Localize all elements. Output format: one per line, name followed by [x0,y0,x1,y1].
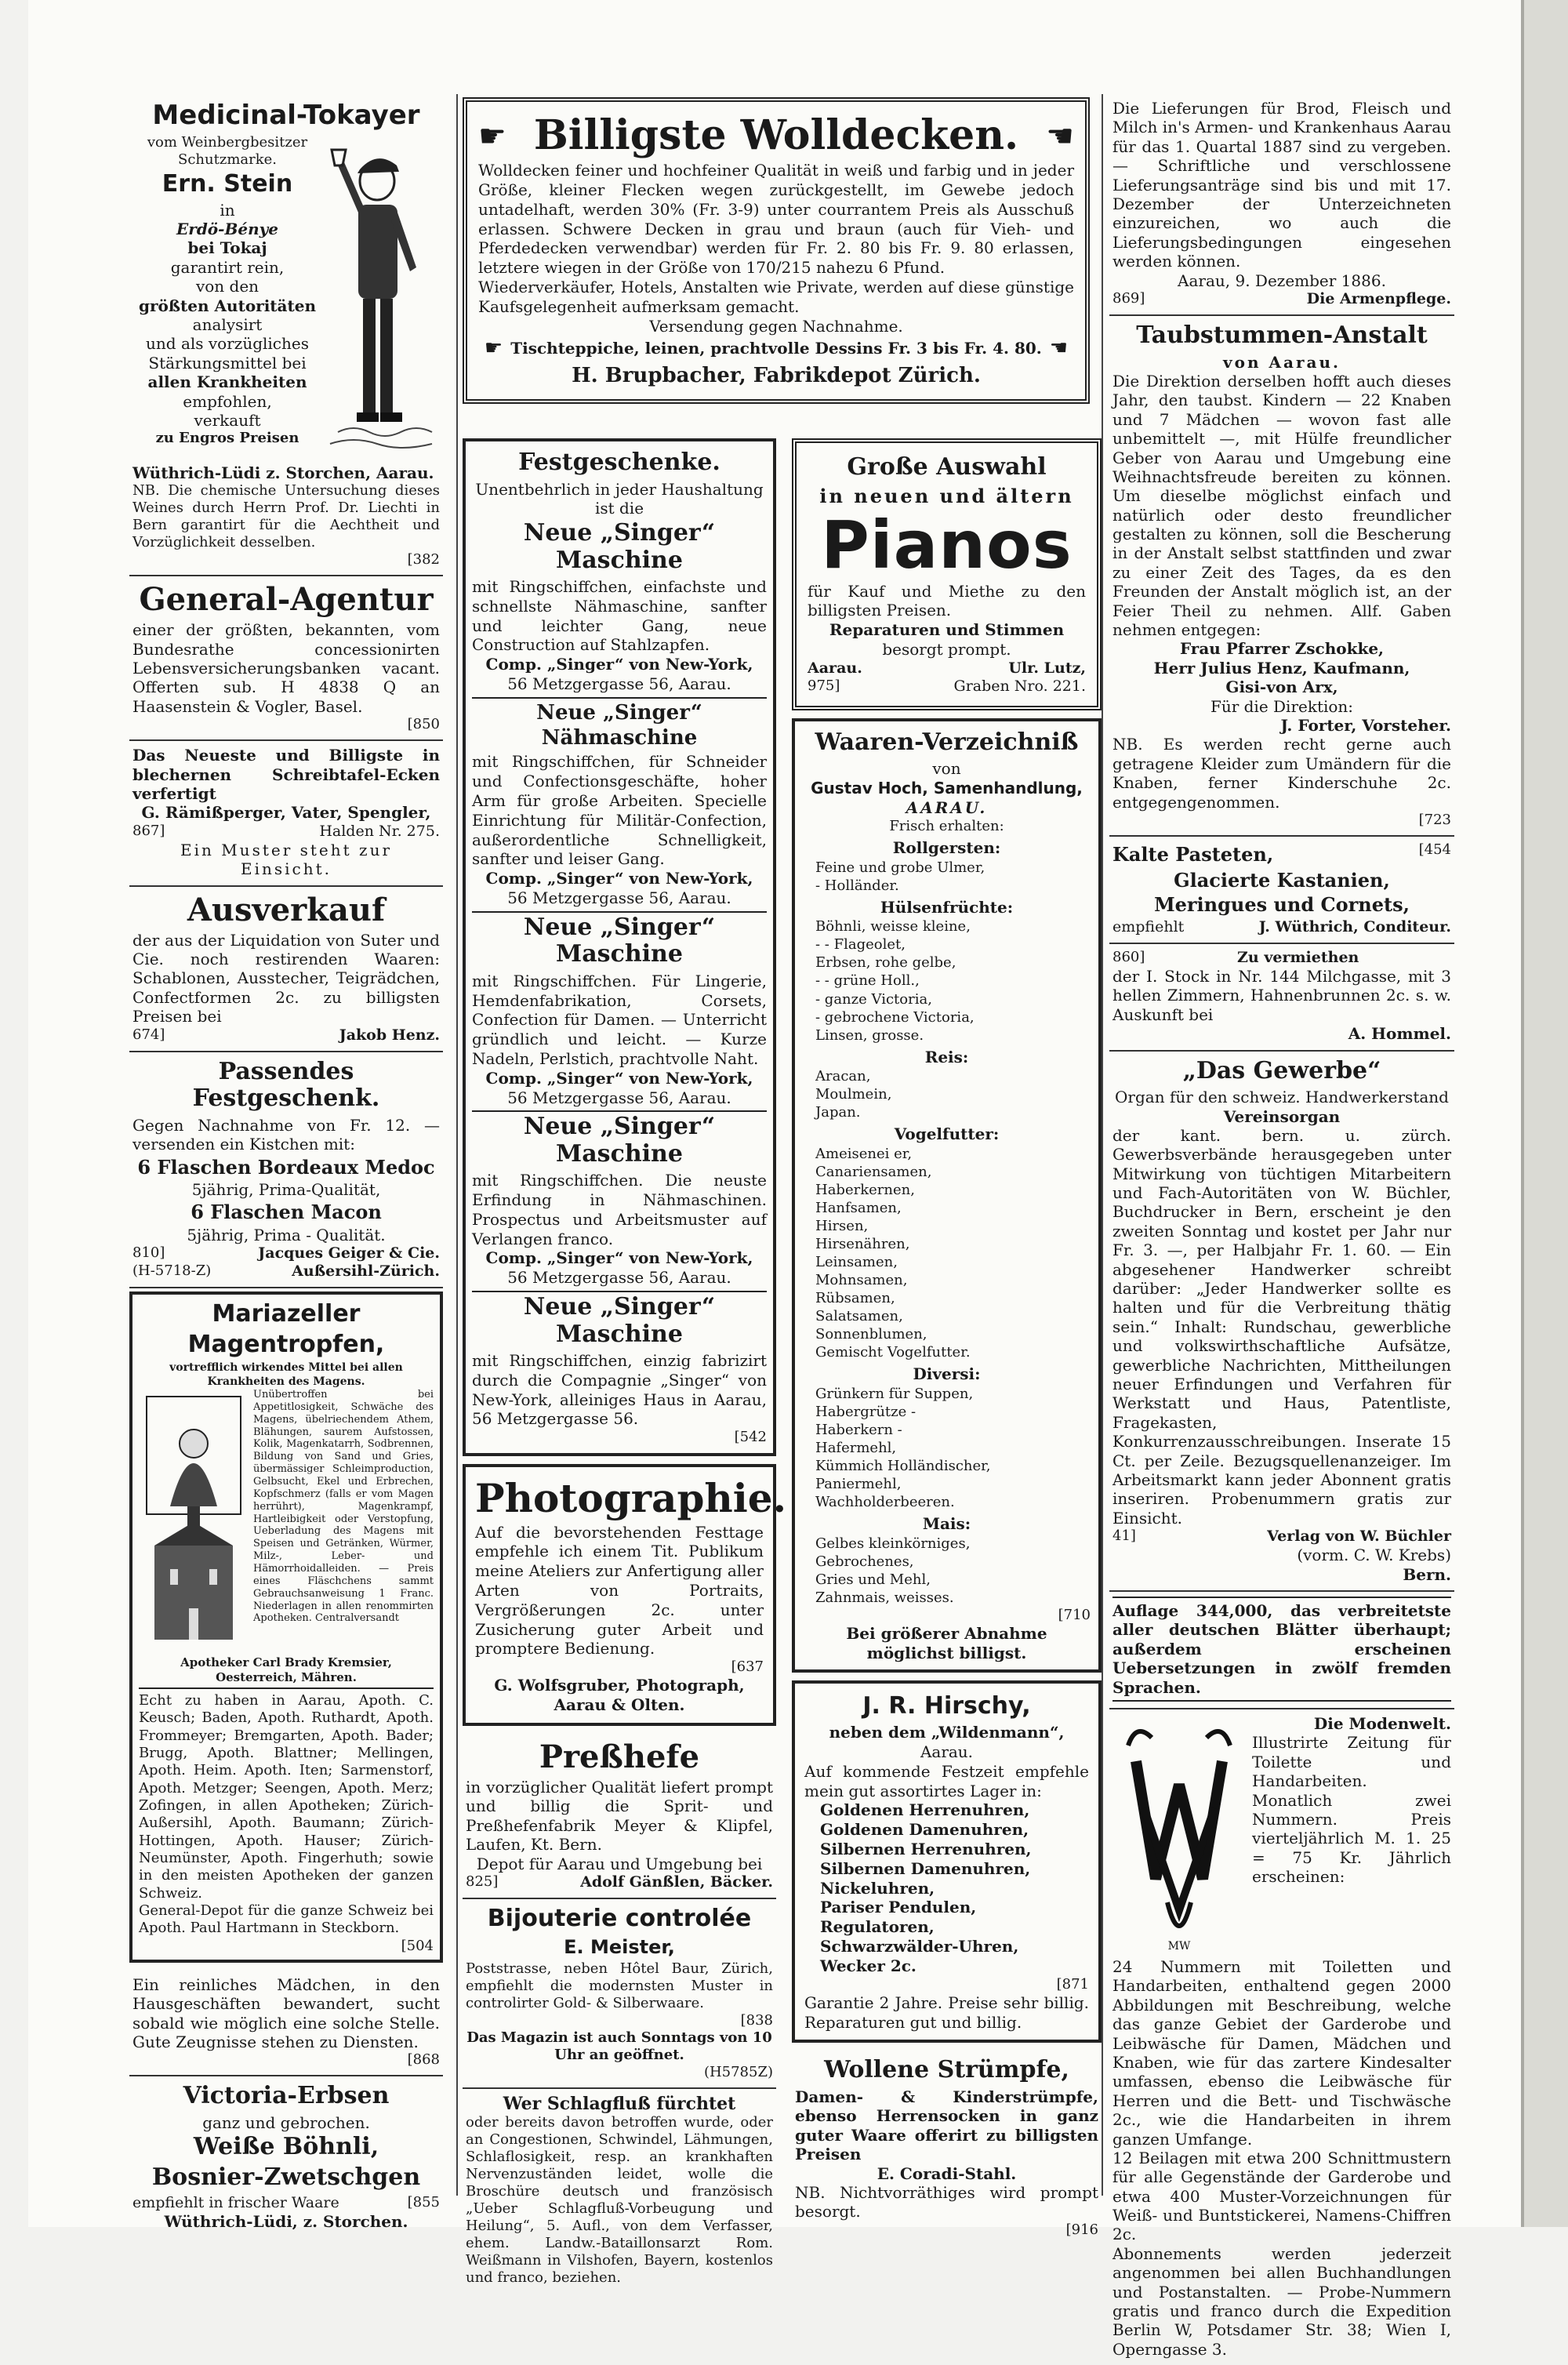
hirschy-city: Aarau. [804,1742,1089,1762]
hoch-list-item: Hanfsamen, [803,1199,1091,1217]
ad-ref: 867] [132,823,165,841]
struempfe-text: Damen- & Kinderstrümpfe, ebenso Herrensocken in ganz guter Waare offerirt zu billigsten Preisen [795,2087,1098,2164]
ad-ref: 41] [1112,1528,1136,1546]
ad-struempfe [792,2051,1102,2244]
ad-vermiethen [1109,944,1454,1052]
pianos-line2: in neuen und ältern [808,485,1086,508]
gewerbe-title: „Das Gewerbe“ [1112,1058,1451,1085]
ad-pasteten [1109,837,1454,944]
hoch-list-item: Japan. [803,1103,1091,1121]
hirschy-item-list [804,1800,1089,1975]
singer-company: Comp. „Singer“ von New-York, [472,1069,767,1088]
taubstummen-name: Herr Julius Henz, Kaufmann, [1112,659,1451,678]
vermiethen-text: der I. Stock in Nr. 144 Milchgasse, mit 3 hellen Zimmern, Hahnenbrunnen 2c. s. w. Auskunft bei [1112,967,1451,1024]
hirschy-footer: Garantie 2 Jahre. Preise sehr billig. Reparaturen gut und billig. [804,1993,1089,2033]
ad-mariazeller [129,1291,443,1963]
ad-bijouterie [463,1899,776,2088]
mariazeller-title2: Magentropfen, [139,1331,434,1359]
pointing-hand-right-icon: ☛ [485,336,503,361]
agentur-title: General-Agentur [132,583,440,617]
singer-block-text: mit Ringschiffchen, einfachste und schnellste Nähmaschine, sanfter und leichter Gang, neue Construction auf Stahlzapfen. [472,577,767,655]
erbsen-line2: empfiehlt in frischer Waare [132,2194,339,2212]
hoch-list-item: Haberkern - [803,1421,1091,1439]
tokayer-line: bei Tokaj [132,238,322,257]
ad-erbsen [129,2076,443,2237]
binding-edge [1521,0,1568,2227]
struempfe-nb: NB. Nichtvorräthiges wird prompt besorgt. [795,2183,1098,2222]
singer-block-name: Neue „Singer“ Maschine [472,1294,767,1348]
hoch-list-item: Leinsamen, [803,1253,1091,1271]
tokayer-line: Stärkungsmittel bei [132,354,322,372]
festgeschenk-item1b: 5jährig, Prima-Qualität, [132,1180,440,1199]
pianos-seller: Ulr. Lutz, [1008,659,1086,678]
ad-ref: [542 [472,1429,767,1446]
presshefe-title: Preßhefe [466,1740,773,1775]
wolldecken-title: Billigste Wolldecken. [534,113,1018,158]
pianos-line4: besorgt prompt. [808,640,1086,659]
ad-ref: [838 [466,2012,773,2029]
wine-man-illustration [322,134,440,463]
hoch-list-item: Rübsamen, [803,1289,1091,1307]
bijouterie-text: Poststrasse, neben Hôtel Baur, Zürich, empfiehlt die modernsten Muster in controlirter Gold- & Silberwaare. [466,1960,773,2012]
bijouterie-title: Bijouterie controlée [466,1905,773,1933]
hoch-list-item: Hirsenähren, [803,1235,1091,1253]
ad-maedchen [129,1971,443,2077]
modenwelt-text1: Illustrirte Zeitung für Toilette und Handarbeiten. Monatlich zwei Nummern. Preis vierteljährlich M. 1. 25 = 75 Kr. Jährlich erscheinen: [1252,1733,1451,1886]
pianos-text: für Kauf und Miethe zu den billigsten Preisen. [808,582,1086,621]
photo-text: Auf die bevorstehenden Festtage empfehle ich einem Tit. Publikum meine Ateliers zur Anfertigung aller Arten von Portraits, Vergrößerungen 2c. unter Zusicherung guter Arbeit und promptere Bedienung. [475,1523,764,1659]
singer-addr: 56 Metzgergasse 56, Aarau. [472,888,767,908]
gewerbe-text: der kant. bern. u. zürch. Gewerbsverbände herausgegeben unter Mitwirkung von tüchtigen Mitarbeitern und Fach-Autoritäten von W. Büchler, Buchdrucker in Bern, erscheint je den zweiten Sonntag und kostet per Jahr nur Fr. 3. —, per Halbjahr Fr. 1. 60. — Ein abgesehener Handwerker schreibt darüber: „Jeder Handwerker sollte es halten und für die Verbreitung thätig sein.“ Inhalt: Rundschau, gewerbliche und volkswirthschaftliche Aufsätze, gewerbliche Nachrichten, Mittheilungen neuer Erfindungen und Verfahren für Werkstatt und Haus, Patentliste, Fragekasten, Konkurrenzausschreibungen. Inserate 15 Ct. per Zeile. Bezugsquellenanzeiger. Im Arbeitsmarkt kann jeder Abonnent gratis inseriren. Probenummern gratis zur Einsicht. [1112,1126,1451,1528]
column-2-top [463,94,1090,431]
festgeschenk-seller1: Jacques Geiger & Cie. [258,1244,440,1262]
hoch-name: Gustav Hoch, Samenhandlung, [803,779,1091,798]
festgeschenk-line1: Gegen Nachnahme von Fr. 12. — versenden ein Kistchen mit: [132,1116,440,1154]
ad-ref: (H5785Z) [466,2064,773,2081]
hirschy-list-item: Goldenen Damenuhren, [820,1820,1089,1840]
ad-ref: 860] [1112,949,1145,967]
erbsen-title2: Weiße Böhnli, [132,2134,440,2161]
agentur-text: einer der größten, bekannten, vom Bundesrathe concessionirten Lebensversicherungsbanken vacant. Offerten sub. H 4838 Q an Haasenstein & Vogler, Basel. [132,620,440,716]
ad-ausverkauf [129,887,443,1052]
ad-ref: [382 [132,551,440,569]
hoch-list-item: Mohnsamen, [803,1271,1091,1289]
hoch-list-item: Salatsamen, [803,1307,1091,1325]
mariazeller-depot: General-Depot für die ganze Schweiz bei Apoth. Paul Hartmann in Steckborn. [139,1902,434,1938]
singer-block [472,700,767,913]
vermiethen-title: Zu vermiethen [1237,949,1359,967]
hoch-category-heading: Rollgersten: [803,838,1091,859]
pianos-city: Aarau. [808,659,862,678]
singer-block-text: mit Ringschiffchen, einzig fabrizirt durch die Compagnie „Singer“ von New-York, alleiniges Haus in Aarau, 56 Metzgergasse 56. [472,1351,767,1429]
erbsen-line1: ganz und gebrochen. [132,2113,440,2132]
ad-schlagfluss [463,2089,776,2293]
bijouterie-line2: Das Magazin ist auch Sonntags von 10 Uhr an geöffnet. [466,2029,773,2064]
tokayer-line: Erdö-Bénye [132,220,322,238]
wolldecken-maker: H. Brupbacher, Fabrikdepot Zürich. [478,363,1074,388]
schreibtafel-maker: G. Rämißperger, Vater, Spengler, [132,803,440,822]
pasteten-line4: empfiehlt [1112,918,1184,936]
hoch-list-item: Gries und Mehl, [803,1571,1091,1589]
modenwelt-title: Die Modenwelt. [1252,1714,1451,1733]
ad-auflage [1109,1592,1454,1709]
hoch-list-item: Linsen, grosse. [803,1026,1091,1044]
singer-title: Festgeschenke. [472,449,767,477]
photo-maker: G. Wolfsgruber, Photograph, [475,1676,764,1695]
pianos-title: Pianos [808,509,1086,581]
singer-block [472,1294,767,1447]
tokayer-seller: Wüthrich-Lüdi z. Storchen, Aarau. [132,463,440,482]
ad-hoch [792,718,1102,1673]
hoch-list-item: Feine und grobe Ulmer, [803,859,1091,877]
singer-block-name: Neue „Singer“ Maschine [472,914,767,968]
tokayer-line: und als vorzügliches [132,334,322,353]
ad-pianos [792,438,1102,710]
ad-schreibtafel [129,741,443,887]
ad-ref: 674] [132,1026,165,1044]
singer-addr: 56 Metzgergasse 56, Aarau. [472,674,767,694]
singer-block [472,520,767,699]
mariazeller-text: Unübertroffen bei Appetitlosigkeit, Schwäche des Magens, übelriechendem Athem, Blähungen, saurem Aufstossen, Kolik, Magenkatarrh, Sodbrennen, Bildung von Sand und Gries, übermässiger Schleimproduction, Gelbsucht, Ekel und Erbrechen, Kopfschmerz (falls er vom Magen herrührt), Magenkrampf, Hartleibigkeit oder Verstopfung, Ueberladung des Magens mit Speisen und Getränken, Würmer, Milz-, Leber- und Hämorrhoidalleiden. — Preis eines Fläschchens sammt Gebrauchsanweisung 1 Franc. Niederlagen in allen renommirten Apotheken. Centralversandt [253,1389,434,1655]
singer-addr: 56 Metzgergasse 56, Aarau. [472,1088,767,1108]
hoch-city: AARAU. [803,798,1091,818]
ad-ref: [916 [795,2222,1098,2239]
festgeschenk-title: Passendes Festgeschenk. [132,1059,440,1113]
presshefe-seller: Adolf Gänßlen, Bäcker. [580,1873,773,1891]
modenwelt-logo [1112,1714,1246,1957]
presshefe-text: in vorzüglicher Qualität liefert prompt und billig die Sprit- und Preßhefenfabrik Meyer & Klipfel, Laufen, Kt. Bern. [466,1778,773,1855]
ad-agentur [129,576,443,741]
singer-block-name: Neue „Singer“ Maschine [472,1113,767,1168]
tokayer-line: von den [132,277,322,296]
taubstummen-name: J. Forter, Vorsteher. [1112,716,1451,735]
ad-ref: [504 [139,1938,434,1955]
hoch-list-item: Habergrütze - [803,1403,1091,1421]
ad-ref: [710 [803,1607,1091,1624]
struempfe-title: Wollene Strümpfe, [795,2057,1098,2084]
singer-block-text: mit Ringschiffchen, für Schneider und Confectionsgeschäfte, hoher Arm für große Arbeiten. Specielle Einrichtung für Militär-Confection, außerordentliche Schnelligkeit, sanfter und leiser Gang. [472,752,767,869]
singer-addr: 56 Metzgergasse 56, Aarau. [472,1268,767,1288]
tokayer-line: in [132,201,322,220]
schreibtafel-note: Ein Muster steht zur Einsicht. [132,841,440,879]
column-4 [1109,94,1454,2196]
erbsen-seller: Wüthrich-Lüdi, z. Storchen. [132,2212,440,2231]
hoch-list-item: Hirsen, [803,1217,1091,1235]
ad-ref: [855 [408,2194,440,2212]
auflage-line: Auflage 344,000, das verbreitetste aller deutschen Blätter überhaupt; außerdem erscheinen Uebersetzungen in zwölf fremden Sprachen. [1112,1597,1451,1702]
schreibtafel-addr: Halden Nr. 275. [319,823,440,841]
gewerbe-publisher: Verlag von W. Büchler [1267,1528,1451,1546]
tokayer-line: verkauft [132,411,322,430]
hoch-list-item: Aracan, [803,1067,1091,1085]
erbsen-title: Victoria-Erbsen [132,2083,440,2110]
singer-company: Comp. „Singer“ von New-York, [472,1248,767,1268]
pointing-hand-right-icon: ☛ [478,121,506,152]
taubstummen-name: Für die Direktion: [1112,697,1451,716]
festgeschenk-item2: 6 Flaschen Macon [132,1201,440,1223]
hoch-list-item: Grünkern für Suppen, [803,1385,1091,1403]
singer-block [472,1113,767,1292]
singer-block-name: Neue „Singer“ Nähmaschine [472,700,767,750]
column-2a [463,435,776,2196]
ad-ref: [637 [475,1658,764,1676]
vermiethen-seller: A. Hommel. [1112,1024,1451,1043]
hirschy-list-item: Wecker 2c. [820,1956,1089,1976]
ad-festgeschenk [129,1052,443,1288]
pianos-addr: Graben Nro. 221. [954,678,1086,696]
modenwelt-text2: 24 Nummern mit Toiletten und Handarbeiten, enthaltend gegen 2000 Abbildungen mit Beschreibung, welche das ganze Gebiet der Garderobe und Leibwäsche für Damen, Mädchen und Knaben, wie für das zartere Kindesalter umfassen, ebenso die Leibwäsche für Herren und die Bett- und Tischwäsche 2c., wie die Handarbeiten in ihrem ganzen Umfange. [1112,1957,1451,2149]
hoch-list-item: - ganze Victoria, [803,990,1091,1008]
taubstummen-title: Taubstummen-Anstalt [1112,322,1451,350]
wolldecken-line3: Versendung gegen Nachnahme. [478,317,1074,336]
maedchen-text: Ein reinliches Mädchen, in den Hausgeschäften bewandert, sucht sobald wie möglich eine solche Stelle. Gute Zeugnisse stehen zu Diensten. [132,1975,440,2052]
pasteten-line2: Glacierte Kastanien, [1112,869,1451,892]
lieferungen-date: Aarau, 9. Dezember 1886. [1112,271,1451,290]
singer-intro: Unentbehrlich in jeder Haushaltung ist die [472,480,767,519]
hirschy-sub: neben dem „Wildenmann“, [804,1723,1089,1742]
gewerbe-pub2: (vorm. C. W. Krebs) [1112,1546,1451,1564]
hirschy-list-item: Pariser Pendulen, [820,1898,1089,1917]
pointing-hand-left-icon: ☚ [1050,336,1068,361]
lieferungen-text: Die Lieferungen für Brod, Fleisch und Milch in's Armen- und Krankenhaus Aarau für das 1. Quartal 1887 sind zu vergeben. — Schriftliche und verschlossene Lieferungsanträge sind bis und mit 17. Dezember der Unterzeichneten einzureichen, wo auch die Lieferungsbedingungen eingesehen werden können. [1112,99,1451,271]
tokayer-line: empfohlen, [132,392,322,411]
hirschy-list-item: Schwarzwälder-Uhren, [820,1937,1089,1956]
hoch-category-heading: Reis: [803,1048,1091,1068]
hoch-title: Waaren-Verzeichniß [803,729,1091,757]
column-rule [456,94,458,2196]
ad-ref: 975] [808,678,840,696]
ad-tokayer [129,94,443,576]
gewerbe-sub2: Vereinsorgan [1112,1107,1451,1126]
hirschy-list-item: Nickeluhren, [820,1879,1089,1898]
hoch-list-item: Haberkernen, [803,1181,1091,1199]
taubstummen-name: Gisi-von Arx, [1112,678,1451,696]
modenwelt-text3: 12 Beilagen mit etwa 200 Schnittmustern für alle Gegenstände der Garderobe und etwa 400 Muster-Vorzeichnungen für Weiß- und Buntstickerei, Namens-Chiffren 2c. [1112,2149,1451,2244]
tokayer-line: analysirt [132,315,322,334]
hoch-list-item: Hafermehl, [803,1439,1091,1457]
pianos-line3: Reparaturen und Stimmen [808,620,1086,640]
pasteten-line3: Meringues und Cornets, [1112,893,1451,916]
hoch-list-item: Ameisenei er, [803,1145,1091,1163]
column-rule [1102,94,1103,2196]
tokayer-name: Ern. Stein [132,170,322,199]
pasteten-line1: Kalte Pasteten, [1112,843,1273,866]
ad-ref: [868 [132,2051,440,2069]
ad-ref: [454 [1419,841,1451,867]
singer-block-text: mit Ringschiffchen. Für Lingerie, Hemdenfabrikation, Corsets, Confection für Damen. — Unterricht gründlich und leicht. — Kurze Nadeln, Perlstich, prachtvolle Naht. [472,972,767,1069]
ad-lieferungen [1109,94,1454,316]
modenwelt-text4: Abonnements werden jederzeit angenommen bei allen Buchhandlungen und Postanstalten. — Probe-Nummern gratis und franco durch die Expedition Berlin W, Potsdamer Str. 38; Wien I, Operngasse 3. [1112,2244,1451,2359]
hoch-list-item: Gebrochenes, [803,1553,1091,1571]
pasteten-seller: J. Wüthrich, Conditeur. [1259,918,1451,936]
tokayer-title: Medicinal-Tokayer [132,100,440,131]
hoch-list-item: Gelbes kleinkörniges, [803,1535,1091,1553]
hoch-category-heading: Diversi: [803,1364,1091,1385]
taubstummen-name: Frau Pfarrer Zschokke, [1112,639,1451,658]
hoch-list-item: Wachholderbeeren. [803,1493,1091,1511]
lieferungen-sign: Die Armenpflege. [1307,290,1451,308]
hoch-von: von [803,759,1091,779]
hoch-list-item: - Holländer. [803,877,1091,895]
hoch-list-item: Zahnmais, weisses. [803,1589,1091,1607]
wolldecken-line4: Tischteppiche, leinen, prachtvolle Dessins Fr. 3 bis Fr. 4. 80. [510,339,1042,358]
ad-ref: [850 [132,716,440,733]
festgeschenk-item1: 6 Flaschen Bordeaux Medoc [132,1156,440,1179]
hoch-category-heading: Mais: [803,1514,1091,1535]
hoch-list-item: Erbsen, rohe gelbe, [803,954,1091,972]
ad-hirschy [792,1680,1102,2043]
tokayer-line: zu Engros Preisen [132,430,322,447]
schlagfluss-text: oder bereits davon betroffen wurde, oder an Congestionen, Schwindel, Lähmungen, Schlaflosigkeit, resp. an krankhaften Nervenzuständen leidet, wolle die Broschüre deutsch und französisch „Ueber Schlagfluß-Vorbeugung und Heilung“, 5. Aufl., von dem Verfasser, ehem. Landw.-Bataillonsarzt Rom. Weißmann in Vilshofen, Bayern, kostenlos und franco, beziehen. [466,2114,773,2287]
schlagfluss-title: Wer Schlagfluß fürchtet [466,2094,773,2115]
tokayer-line: garantirt rein, [132,258,322,277]
tokayer-note: NB. Die chemische Untersuchung dieses Weines durch Herrn Prof. Dr. Liechti in Bern garantirt für die Aechtheit und Vorzüglichkeit desselben. [132,482,440,551]
festgeschenk-seller2: Außersihl-Zürich. [292,1262,440,1281]
hoch-list-item: Canariensamen, [803,1163,1091,1181]
singer-block [472,914,767,1113]
photo-title: Photographie. [475,1477,764,1520]
festgeschenk-item2b: 5jährig, Prima - Qualität. [132,1226,440,1244]
hoch-list-item: - - Flageolet, [803,935,1091,954]
singer-company: Comp. „Singer“ von New-York, [472,869,767,888]
mariazeller-maker: Apotheker Carl Brady Kremsier, Oesterreich, Mähren. [139,1655,434,1684]
ad-gewerbe [1109,1052,1454,1592]
ausverkauf-text: der aus der Liquidation von Suter und Cie. noch restirenden Waaren: Schablonen, Ausstecher, Teigrädchen, Confectformen 2c. zu billigsten Preisen bei [132,931,440,1026]
pointing-hand-left-icon: ☚ [1046,121,1074,152]
gewerbe-sub: Organ für den schweiz. Handwerkerstand [1112,1088,1451,1106]
singer-company: Comp. „Singer“ von New-York, [472,655,767,674]
hirschy-title: J. R. Hirschy, [804,1693,1089,1720]
ad-ref: [871 [804,1976,1089,1993]
column-1 [129,94,443,2196]
ad-ref: 869] [1112,290,1145,308]
tokayer-line: größten Autoritäten [132,296,322,315]
taubstummen-nb: NB. Es werden recht gerne auch getragene Kleider zum Umändern für die Knaben, ferner Kinderschuhe 2c. entgegengenommen. [1112,735,1451,812]
ad-modenwelt [1109,1709,1454,2365]
singer-block-name: Neue „Singer“ Maschine [472,520,767,574]
mariazeller-sub: vortrefflich wirkendes Mittel bei allen Krankheiten des Magens. [139,1361,434,1389]
modenwelt-logo-text: MW [1168,1940,1191,1953]
hoch-category-heading: Hülsenfrüchte: [803,898,1091,918]
hoch-list-item: Gemischt Vogelfutter. [803,1343,1091,1361]
taubstummen-sub: von Aarau. [1112,353,1451,372]
hoch-list-item: - gebrochene Victoria, [803,1008,1091,1026]
hirschy-list-item: Silbernen Herrenuhren, [820,1840,1089,1859]
hoch-sub: Frisch erhalten: [803,818,1091,835]
church-illustration [139,1389,249,1655]
erbsen-title3: Bosnier-Zwetschgen [132,2164,440,2192]
ad-ref: 810] [132,1244,165,1262]
wolldecken-text: Wolldecken feiner und hochfeiner Qualität in weiß und farbig und in jeder Größe, kleiner Flecken wegen zurückgestellt, im Gewebe jedoch untadelhaft, werden 30% (Fr. 3-9) unter courrantem Preis als Ausschuß erlassen. Schwere Decken in grau und braun (auch für Vieh- und Pferdedecken verwendbar) werden für Fr. 2. 80 bis Fr. 9. 80 erlassen, letztere wiegen in der Größe von 170/215 nahezu 6 Pfund. [478,161,1074,278]
hirschy-list-item: Goldenen Herrenuhren, [820,1800,1089,1820]
ad-presshefe [463,1734,776,1899]
hoch-list-item: Moulmein, [803,1085,1091,1103]
ad-ref: (H-5718-Z) [132,1262,211,1281]
gewerbe-city: Bern. [1112,1565,1451,1584]
tokayer-line: allen Krankheiten [132,372,322,391]
hirschy-list-item: Silbernen Damenuhren, [820,1859,1089,1879]
ad-taubstummen [1109,316,1454,837]
ausverkauf-seller: Jakob Henz. [339,1026,440,1044]
hoch-list-item: Böhnli, weisse kleine, [803,917,1091,935]
hoch-list-item: Sonnenblumen, [803,1325,1091,1343]
wolldecken-line2: Wiederverkäufer, Hotels, Anstalten wie Private, werden auf diese günstige Kaufsgelegenheit aufmerksam gemacht. [478,278,1074,317]
hirschy-list-item: Regulatoren, [820,1917,1089,1937]
taubstummen-text: Die Direktion derselben hofft auch dieses Jahr, den taubst. Kindern — 22 Knaben und 7 Mädchen — wovon fast alle unbemittelt —, mit Hülfe freundlicher Geber von Aarau und Umgebung eine Weihnachtsfreude bereiten zu können. Um dieselbe möglichst einfach und natürlich oder desto freundlicher gestalten zu können, soll die Bescherung in der Anstalt selbst stattfinden und zwar zu einer Zeit des Tages, da es den Freunden der Anstalt möglich ist, an der Feier Theil zu nehmen. Allf. Gaben nehmen entgegen: [1112,372,1451,639]
struempfe-seller: E. Coradi-Stahl. [795,2164,1098,2183]
tokayer-line1: vom Weinbergbesitzer Schutzmarke. [132,134,322,169]
hoch-category-heading: Vogelfutter: [803,1124,1091,1145]
presshefe-line2: Depot für Aarau und Umgebung bei [466,1855,773,1873]
schreibtafel-text: Das Neueste und Billigste in blechernen Schreibtafel-Ecken verfertigt [132,746,440,803]
column-2b [792,435,1102,2196]
ad-photo [463,1464,776,1726]
ad-ref: 825] [466,1873,498,1891]
hoch-item-list [803,838,1091,1607]
hoch-footer: Bei größerer Abnahme möglichst billigst. [803,1624,1091,1663]
ad-wolldecken [463,97,1090,404]
bijouterie-name: E. Meister, [466,1936,773,1959]
ad-ref: [723 [1112,812,1451,829]
mariazeller-title1: Mariazeller [139,1301,434,1328]
hirschy-text: Auf kommende Festzeit empfehle mein gut assortirtes Lager in: [804,1762,1089,1801]
mariazeller-stockists: Echt zu haben in Aarau, Apoth. C. Keusch; Baden, Apoth. Ruthardt, Apoth. Frommeyer; Bremgarten, Apoth. Bader; Brugg, Apoth. Blattner; Mellingen, Apoth. Heim. Apoth. Iten; Sarmenstorf, Apoth. Metzger; Seengen, Apoth. Merz; Zofingen, in allen Apotheken; Zürich-Außersihl, Apoth. Baumann; Zürich-Hottingen, Apoth. Hauser; Zürich-Neumünster, Apoth. Fingerhuth; sowie in den meisten Apotheken der ganzen Schweiz. [139,1687,434,1902]
pianos-line1: Große Auswahl [808,454,1086,481]
ausverkauf-title: Ausverkauf [132,893,440,928]
ad-singer [463,438,776,1456]
hoch-list-item: Paniermehl, [803,1475,1091,1493]
hoch-list-item: - - grüne Holl., [803,972,1091,990]
photo-city: Aarau & Olten. [475,1695,764,1715]
singer-block-text: mit Ringschiffchen. Die neuste Erfindung in Nähmaschinen. Prospectus und Arbeitsmuster auf Verlangen franco. [472,1171,767,1248]
hoch-list-item: Kümmich Holländischer, [803,1457,1091,1475]
